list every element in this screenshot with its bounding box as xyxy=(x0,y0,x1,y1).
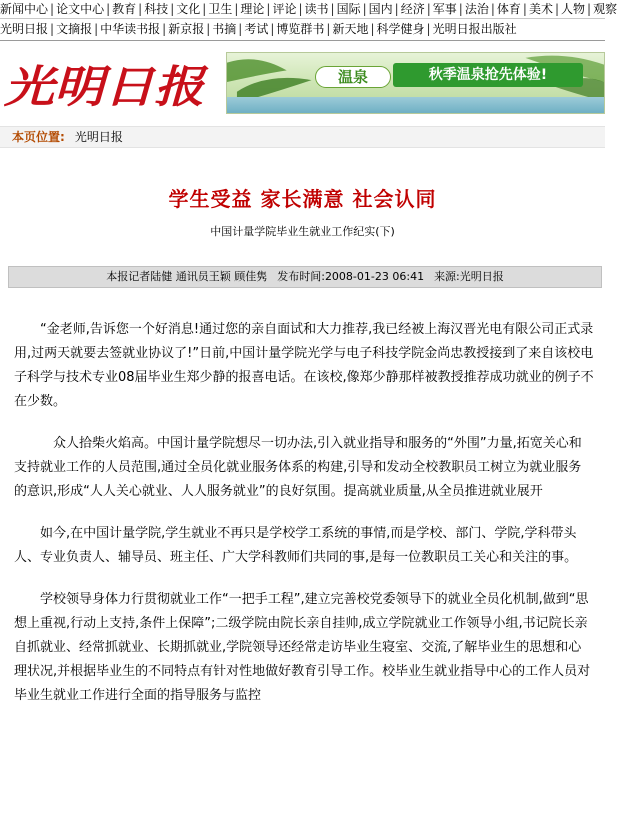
primary-nav-link[interactable]: 评论 xyxy=(272,2,297,16)
source-value: 光明日报 xyxy=(459,270,504,283)
nav-separator: | xyxy=(94,22,99,36)
secondary-nav-link[interactable]: 书摘 xyxy=(212,22,237,36)
source-label: 来源: xyxy=(434,270,460,283)
article-paragraph: “金老师,告诉您一个好消息!通过您的亲自面试和大力推荐,我已经被上海汉晋光电有限公司正式录用,过两天就要去签就业协议了!”日前,中国计量学院光学与电子科技学院金尚忠教授接到了来自该校电子科学与技术专业08届毕业生郑少静的报喜电话。在该校,像郑少静那样被教授推荐成功就业的例子不在少数。 xyxy=(14,322,594,409)
secondary-nav-link[interactable]: 新天地 xyxy=(332,22,369,36)
nav-separator: | xyxy=(106,2,111,16)
byline: 本报记者陆健 通讯员王颖 顾佳隽 xyxy=(106,270,268,283)
nav-separator: | xyxy=(270,22,275,36)
nav-divider xyxy=(0,40,605,41)
nav-separator: | xyxy=(206,22,211,36)
logo-calligraphy xyxy=(0,52,220,114)
secondary-nav-link[interactable]: 新京报 xyxy=(168,22,205,36)
breadcrumb-label: 本页位置: xyxy=(12,130,65,144)
ad-slogan: 秋季温泉抢先体验! xyxy=(393,63,583,87)
nav-separator: | xyxy=(238,22,243,36)
secondary-nav-link[interactable]: 中华读书报 xyxy=(100,22,161,36)
primary-nav-link[interactable]: 文化 xyxy=(176,2,201,16)
secondary-nav-link[interactable]: 光明日报出版社 xyxy=(432,22,517,36)
nav-separator: | xyxy=(370,22,375,36)
nav-separator: | xyxy=(326,22,331,36)
nav-separator: | xyxy=(458,2,463,16)
secondary-nav-link[interactable]: 考试 xyxy=(244,22,269,36)
guangming-daily-logo[interactable] xyxy=(0,52,220,114)
nav-separator: | xyxy=(234,2,239,16)
primary-nav-link[interactable]: 人物 xyxy=(561,2,586,16)
nav-separator: | xyxy=(50,2,55,16)
nav-separator: | xyxy=(170,2,175,16)
secondary-nav-link[interactable]: 光明日报 xyxy=(0,22,49,36)
article-info-bar xyxy=(8,266,602,288)
article-body xyxy=(14,318,594,726)
nav-divider xyxy=(0,18,605,19)
secondary-nav xyxy=(0,20,605,38)
primary-nav-link[interactable]: 观察 xyxy=(593,2,617,16)
nav-separator: | xyxy=(362,2,367,16)
nav-separator: | xyxy=(490,2,495,16)
breadcrumb-link[interactable]: 光明日报 xyxy=(74,130,123,144)
nav-separator: | xyxy=(394,2,399,16)
svg-text:光明日报: 光明日报 xyxy=(4,62,210,113)
primary-nav-link[interactable]: 军事 xyxy=(432,2,457,16)
nav-separator: | xyxy=(330,2,335,16)
ad-badge: 温泉 xyxy=(315,66,391,88)
nav-separator: | xyxy=(162,22,167,36)
nav-separator: | xyxy=(202,2,207,16)
primary-nav-link[interactable]: 美术 xyxy=(528,2,553,16)
hot-spring-ad-banner[interactable] xyxy=(226,52,605,114)
nav-separator: | xyxy=(266,2,271,16)
published-time: 2008-01-23 06:41 xyxy=(324,270,425,283)
primary-nav xyxy=(0,0,617,18)
article-subtitle: 中国计量学院毕业生就业工作纪实(下) xyxy=(210,225,395,238)
primary-nav-link[interactable]: 卫生 xyxy=(208,2,233,16)
secondary-nav-link[interactable]: 文摘报 xyxy=(56,22,93,36)
nav-separator: | xyxy=(50,22,55,36)
primary-nav-link[interactable]: 科技 xyxy=(144,2,169,16)
nav-separator: | xyxy=(426,2,431,16)
nav-separator: | xyxy=(298,2,303,16)
primary-nav-link[interactable]: 理论 xyxy=(240,2,265,16)
article-paragraph: 众人拾柴火焰高。中国计量学院想尽一切办法,引入就业指导和服务的“外围”力量,拓宽关心和支持就业工作的人员范围,通过全员化就业服务体系的构建,引导和发动全校教职员工树立为就业服务的意识,形成“人人关心就业、人人服务就业”的良好氛围。提高就业质量,从全员推进就业展开 xyxy=(14,436,582,499)
nav-separator: | xyxy=(138,2,143,16)
primary-nav-link[interactable]: 读书 xyxy=(304,2,329,16)
article-paragraph: 学校领导身体力行贯彻就业工作“一把手工程”,建立完善校党委领导下的就业全员化机制,做到“思想上重视,行动上支持,条件上保障”;二级学院由院长亲自挂帅,成立学院就业工作领导小组,书记院长亲自抓就业、经常抓就业、长期抓就业,学院领导还经常走访毕业生寝室、交流,了解毕业生的思想和心理状况,并根据毕业生的不同特点有针对性地做好教育引导工作。校毕业生就业指导中心的工作人员对毕业生就业工作进行全面的指导服务与监控 xyxy=(14,592,591,703)
nav-separator: | xyxy=(554,2,559,16)
primary-nav-link[interactable]: 教育 xyxy=(112,2,137,16)
nav-separator: | xyxy=(426,22,431,36)
primary-nav-link[interactable]: 体育 xyxy=(496,2,521,16)
water-graphic xyxy=(227,97,604,113)
primary-nav-link[interactable]: 国际 xyxy=(336,2,361,16)
nav-separator: | xyxy=(587,2,592,16)
nav-separator: | xyxy=(522,2,527,16)
article-paragraph: 如今,在中国计量学院,学生就业不再只是学校学工系统的事情,而是学校、部门、学院,学科带头人、专业负责人、辅导员、班主任、广大学科教师们共同的事,是每一位教职员工关心和关注的事。 xyxy=(14,526,578,565)
published-label: 发布时间: xyxy=(277,270,325,283)
primary-nav-link[interactable]: 论文中心 xyxy=(56,2,105,16)
primary-nav-link[interactable]: 经济 xyxy=(400,2,425,16)
breadcrumb xyxy=(0,126,605,148)
article-title: 学生受益 家长满意 社会认同 xyxy=(168,187,437,211)
primary-nav-link[interactable]: 法治 xyxy=(464,2,489,16)
secondary-nav-link[interactable]: 科学健身 xyxy=(376,22,425,36)
secondary-nav-link[interactable]: 博览群书 xyxy=(276,22,325,36)
primary-nav-link[interactable]: 新闻中心 xyxy=(0,2,49,16)
primary-nav-link[interactable]: 国内 xyxy=(368,2,393,16)
